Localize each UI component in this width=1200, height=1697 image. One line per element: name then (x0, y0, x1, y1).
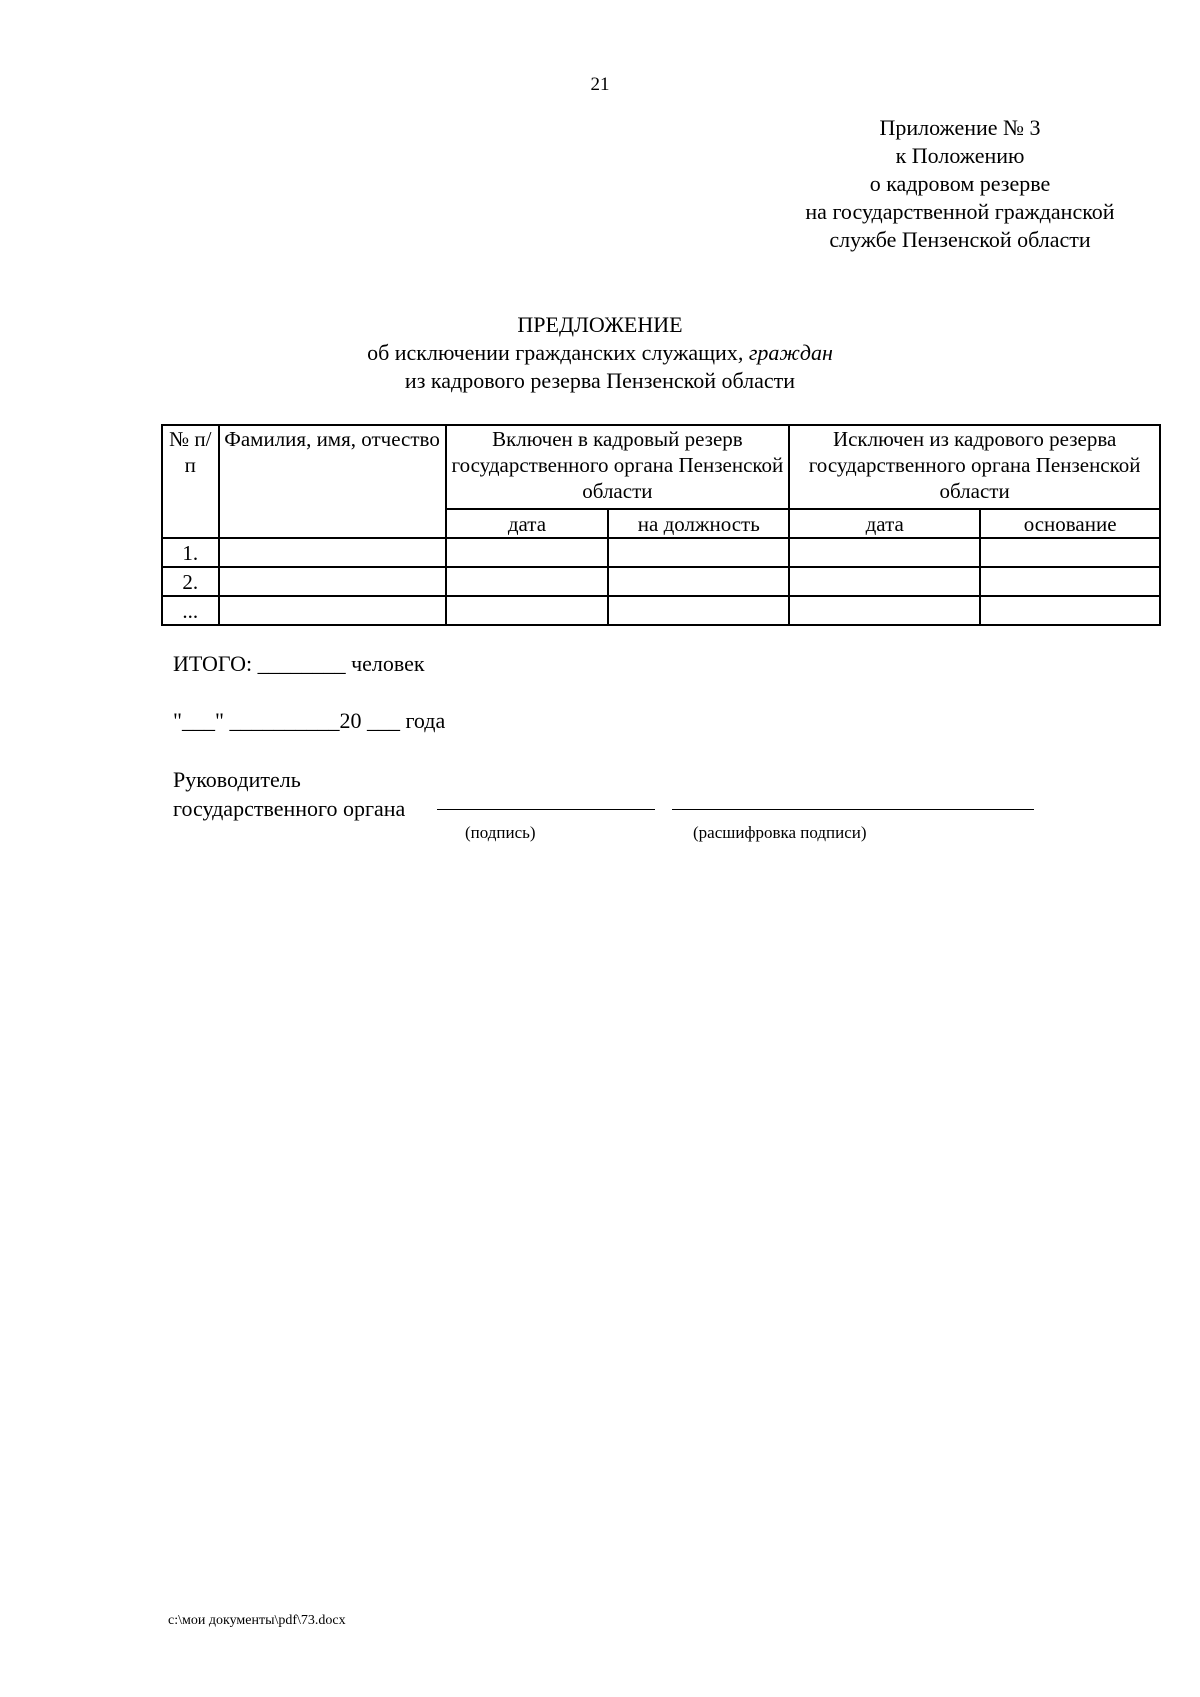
signature-caption: (подпись) (465, 823, 536, 842)
appendix-line: к Положению (895, 143, 1025, 168)
title-subline-2: из кадрового резерва Пензенской области (404, 368, 796, 393)
title-subline-regular: об исключении гражданских служащих (367, 340, 738, 365)
signature-line (437, 809, 655, 810)
signatory-title (173, 765, 405, 823)
table-row (162, 538, 1160, 567)
cell-empty (219, 567, 446, 596)
cell-empty (789, 596, 980, 625)
cell-empty (219, 596, 446, 625)
page-number: 21 (590, 74, 610, 95)
appendix-block (760, 114, 1160, 254)
decoding-caption: (расшифровка подписи) (693, 823, 867, 842)
title-subline-italic: , граждан (737, 340, 833, 365)
reserve-table (161, 424, 1161, 626)
row-number: ... (162, 596, 219, 625)
signatory-line-2: государственного органа (173, 796, 406, 821)
footer-file-path: c:\мои документы\pdf\73.docx (168, 1613, 346, 1628)
table-row (162, 567, 1160, 596)
cell-empty (789, 567, 980, 596)
cell-empty (446, 538, 609, 567)
title-heading: ПРЕДЛОЖЕНИЕ (517, 312, 683, 337)
appendix-line: Приложение № 3 (879, 115, 1041, 140)
cell-empty (980, 567, 1160, 596)
cell-empty (980, 538, 1160, 567)
cell-empty (789, 538, 980, 567)
row-number: 1. (162, 538, 219, 567)
cell-empty (608, 567, 789, 596)
cell-empty (980, 596, 1160, 625)
subheader-excluded-date: дата (789, 509, 980, 538)
header-excluded: Исключен из кадрового резерва государственного органа Пензенской области (789, 425, 1160, 509)
table-row (162, 596, 1160, 625)
row-number: 2. (162, 567, 219, 596)
subheader-reason: основание (980, 509, 1160, 538)
appendix-line: на государственной гражданской (805, 199, 1115, 224)
header-included: Включен в кадровый резерв государственного органа Пензенской области (446, 425, 790, 509)
cell-empty (446, 596, 609, 625)
cell-empty (219, 538, 446, 567)
subheader-position: на должность (608, 509, 789, 538)
total-line: ИТОГО: ________ человек (173, 651, 425, 676)
cell-empty (608, 596, 789, 625)
cell-empty (446, 567, 609, 596)
document-title (0, 311, 1200, 395)
title-subline (0, 339, 1200, 367)
date-line: "___" __________20 ___ года (173, 708, 446, 733)
header-full-name: Фамилия, имя, отчество (219, 425, 446, 538)
signature-decoding-line (672, 809, 1034, 810)
subheader-included-date: дата (446, 509, 609, 538)
appendix-line: о кадровом резерве (869, 171, 1051, 196)
appendix-line: службе Пензенской области (829, 227, 1091, 252)
signatory-line-1: Руководитель (173, 767, 301, 792)
header-number: № п/п (162, 425, 219, 538)
cell-empty (608, 538, 789, 567)
